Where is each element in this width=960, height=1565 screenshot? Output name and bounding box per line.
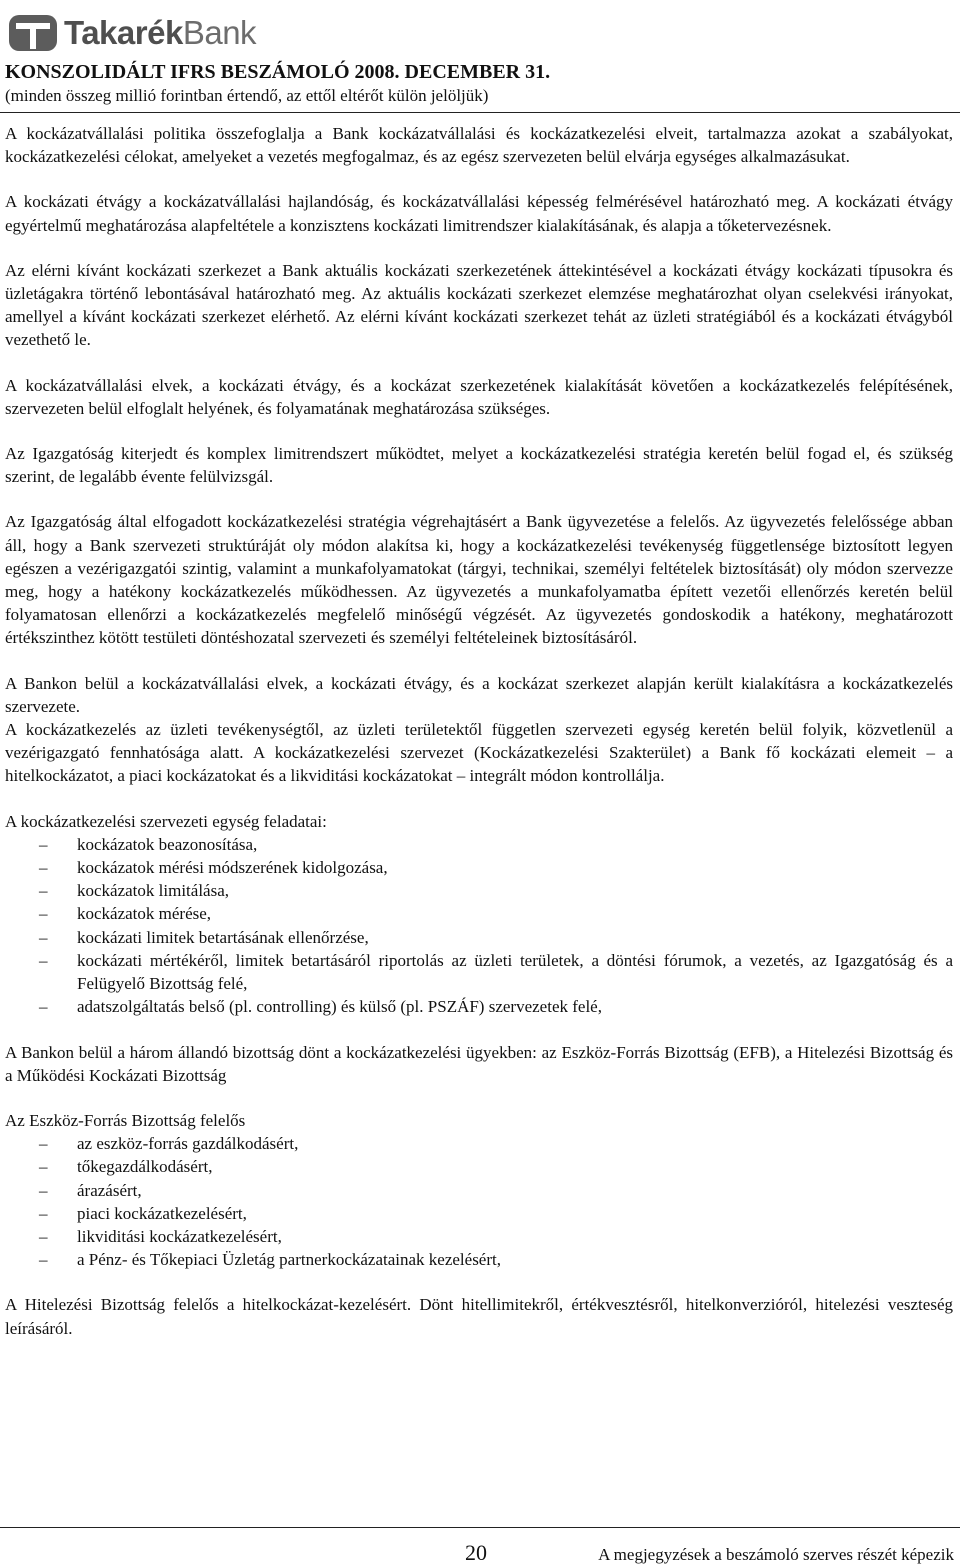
- document-body: [5, 122, 953, 1362]
- paragraph: A Hitelezési Bizottság felelős a hitelkockázat-kezelésért. Dönt hitellimitekről, értékvesztésről, hitelkonverzióról, hitelezési veszteség leírásáról.: [5, 1295, 953, 1338]
- dash-bullet-icon: –: [39, 1250, 48, 1270]
- paragraph: A Bankon belül a kockázatvállalási elvek, a kockázati étvágy, és a kockázat szerkezet alapján került kialakításra a kockázatkezelés szervezete.: [5, 673, 953, 716]
- takarekbank-logo-icon: [6, 9, 60, 57]
- paragraph: A kockázati étvágy a kockázatvállalási hajlandóság, és kockázatvállalási képesség felmérésével határozható meg. A kockázati étvágy egyértelmű meghatározása alapfeltétele a konzisztens kockázati limitrendszer kialakításának, és alapja a tőketervezésnek.: [5, 192, 953, 235]
- dash-bullet-icon: –: [39, 927, 48, 947]
- list-item: – tőkegazdálkodásért,: [5, 1155, 953, 1178]
- report-subtitle: (minden összeg millió forintban értendő, az ettől eltérőt külön jelöljük): [5, 86, 489, 105]
- report-title: KONSZOLIDÁLT IFRS BESZÁMOLÓ 2008. DECEMBER 31.: [5, 61, 551, 83]
- dash-bullet-icon: –: [39, 1157, 48, 1177]
- list-heading: Az Eszköz-Forrás Bizottság felelős: [5, 1110, 246, 1130]
- list-item: – adatszolgáltatás belső (pl. controlling) és külső (pl. PSZÁF) szervezetek felé,: [5, 995, 953, 1018]
- logo-wordmark: TakarékBank: [64, 14, 257, 51]
- list-item: – az eszköz-forrás gazdálkodásért,: [5, 1132, 953, 1155]
- dash-bullet-icon: –: [39, 1134, 48, 1154]
- paragraph: Az Igazgatóság kiterjedt és komplex limitrendszert működtet, melyet a kockázatkezelési stratégia keretén belül fogad el, és szükség szerint, de legalább évente felülvizsgál.: [5, 444, 953, 487]
- paragraph: A kockázatvállalási elvek, a kockázati étvágy, és a kockázat szerkezetének kialakítását követően a kockázatkezelés felépítésének, szervezeten belül elfoglalt helyének, és folyamatának meghatározása szükséges.: [5, 375, 953, 418]
- page-number: 20: [465, 1540, 487, 1565]
- list-item: – kockázati mértékéről, limitek betartásáról riportolás az üzleti területek, a döntési fórumok, a vezetés, az Igazgatóság és a Felügyelő Bizottság felé,: [39, 950, 953, 994]
- paragraph: A Bankon belül a három állandó bizottság dönt a kockázatkezelési ügyekben: az Eszköz-Forrás Bizottság (EFB), a Hitelezési Bizottság és a Működési Kockázati Bizottság: [5, 1042, 953, 1085]
- header-divider: [0, 112, 960, 113]
- list-heading: A kockázatkezelési szervezeti egység feladatai:: [5, 811, 327, 831]
- dash-bullet-icon: –: [39, 1180, 48, 1200]
- footer-divider: [0, 1527, 960, 1528]
- paragraph: Az elérni kívánt kockázati szerkezet a Bank aktuális kockázati szerkezetének áttekintésével a kockázati étvágy kockázati típusokra és üzletágakra történő lebontásával határozható meg. Az aktuális kockázati szerkezet elemzése meghatározhat olyan cselekvési irányokat, amellyel a kívánt kockázati szerkezet elérhető. Az elérni kívánt kockázati szerkezet tehát az üzleti stratégiából és a kockázati étvágyból vezethető le.: [5, 260, 953, 350]
- list-item: – piaci kockázatkezelésért,: [5, 1202, 953, 1225]
- paragraph: Az Igazgatóság által elfogadott kockázatkezelési stratégia végrehajtásért a Bank ügyvezetése a felelős. Az ügyvezetés felelőssége abban áll, hogy a Bank szervezeti struktúráját oly módon alakítsa ki, hogy a kockázatkezelési tevékenység függetlensége biztosított legyen egészen a vezérigazgatói szintig, valamint a munkafolyamatokat (tárgyi, technikai, személyi feltételek biztosítását) oly módon szervezze meg, hogy a hatékony kockázatkezelés működhessen. Az ügyvezetés a munkafolyamatba épített vezetői ellenőrzés keretén belül folyamatosan ellenőrzi a kockázatkezelés megfelelő minőségű végzését. Az ügyvezetés gondoskodik a hatékony, meghatározott értékszinthez kötött testületi döntéshozatal szervezeti és személyi feltételeinek biztosításáról.: [5, 512, 953, 648]
- footer-note: A megjegyzések a beszámoló szerves részét képezik: [598, 1545, 954, 1564]
- dash-bullet-icon: –: [39, 950, 48, 970]
- dash-bullet-icon: –: [39, 881, 48, 901]
- list-item: – a Pénz- és Tőkepiaci Üzletág partnerkockázatainak kezelésért,: [5, 1248, 953, 1271]
- responsibility-list: [5, 1132, 953, 1271]
- list-item: – likviditási kockázatkezelésért,: [5, 1225, 953, 1248]
- dash-bullet-icon: –: [39, 904, 48, 924]
- dash-bullet-icon: –: [39, 834, 48, 854]
- paragraph: A kockázatkezelés az üzleti tevékenységtől, az üzleti területektől független szervezeti egység keretén belül folyik, közvetlenül a vezérigazgató fennhatósága alatt. A kockázatkezelési szervezet (Kockázatkezelési Szakterület) a Bank fő kockázati elemeit – a hitelkockázatot, a piaci kockázatokat és a likviditási kockázatokat – integrált módon kontrollálja.: [5, 720, 953, 786]
- list-item: – kockázati limitek betartásának ellenőrzése,: [5, 926, 953, 949]
- dash-bullet-icon: –: [39, 1226, 48, 1246]
- list-item: – kockázatok mérése,: [5, 902, 953, 925]
- task-list: [5, 833, 953, 1019]
- dash-bullet-icon: –: [39, 1203, 48, 1223]
- dash-bullet-icon: –: [39, 858, 48, 878]
- dash-bullet-icon: –: [39, 997, 48, 1017]
- list-item: – kockázatok beazonosítása,: [5, 833, 953, 856]
- takarekbank-logo: [6, 8, 256, 58]
- paragraph: A kockázatvállalási politika összefoglalja a Bank kockázatvállalási és kockázatkezelési elveit, tartalmazza azokat a szabályokat, kockázatkezelési célokat, amelyeket a vezetés megfogalmaz, és az egész szervezeten belül elvárja egységes alkalmazásukat.: [5, 124, 953, 167]
- list-item: – árazásért,: [5, 1179, 953, 1202]
- list-item: – kockázatok mérési módszerének kidolgozása,: [5, 856, 953, 879]
- list-item: – kockázatok limitálása,: [5, 879, 953, 902]
